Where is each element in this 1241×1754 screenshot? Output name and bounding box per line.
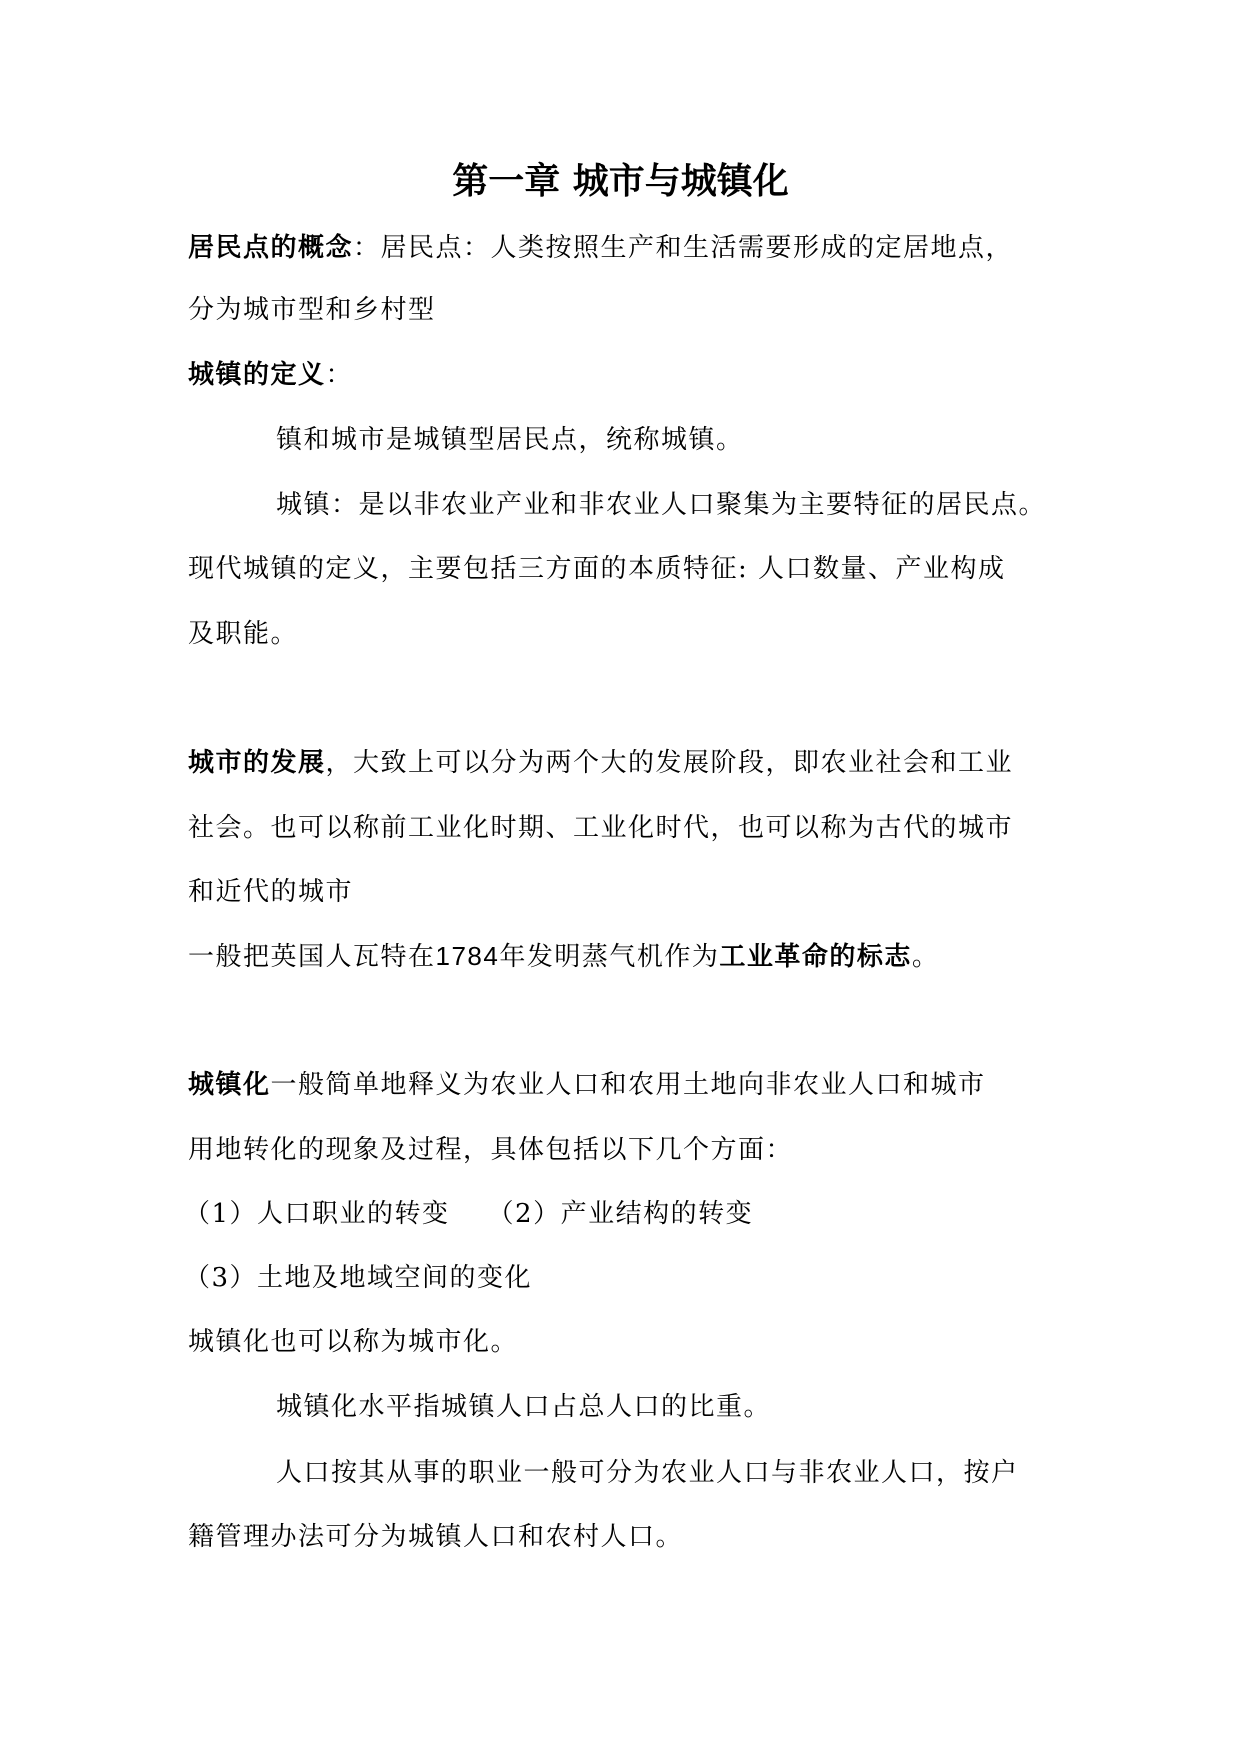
- industrial-revolution-mid: 年发明蒸气机作为: [499, 942, 720, 972]
- town-definition-p4: 及职能。: [188, 619, 299, 649]
- industrial-revolution-end: 。: [911, 942, 940, 972]
- town-definition-p2: 城镇：是以非农业产业和非农业人口聚集为主要特征的居民点。: [276, 490, 1047, 520]
- town-definition-p3: 现代城镇的定义，主要包括三方面的本质特征: 人口数量、产业构成: [188, 554, 1006, 584]
- urbanization-line-2: 用地转化的现象及过程，具体包括以下几个方面：: [188, 1135, 794, 1165]
- industrial-revolution-pre: 一般把英国人瓦特在: [188, 942, 436, 972]
- industrial-revolution-line: [188, 938, 939, 975]
- city-development-line-2: 社会。也可以称前工业化时期、工业化时代，也可以称为古代的城市: [188, 813, 1014, 843]
- urbanization-text: 一般简单地释义为农业人口和农用土地向非农业人口和城市: [270, 1070, 986, 1100]
- urbanization-alias: 城镇化也可以称为城市化。: [188, 1327, 519, 1357]
- urbanization-item-3: （3）土地及地域空间的变化: [184, 1263, 533, 1293]
- city-development-line-3: 和近代的城市: [188, 877, 354, 907]
- settlement-colon: ：: [353, 233, 381, 263]
- settlement-term: 居民点的概念: [188, 233, 354, 263]
- chapter-title: 第一章 城市与城镇化: [452, 161, 789, 202]
- settlement-text: 居民点：人类按照生产和生活需要形成的定居地点，: [380, 233, 1014, 263]
- town-definition-colon: ：: [325, 360, 354, 390]
- industrial-revolution-year: 1784: [435, 941, 500, 971]
- city-development-term: 城市的发展: [188, 748, 326, 778]
- city-development-text: ，大致上可以分为两个大的发展阶段，即农业社会和工业: [325, 748, 1014, 778]
- settlement-definition-line: [188, 230, 1013, 266]
- urbanization-item-2: （2）产业结构的转变: [487, 1199, 754, 1229]
- city-development-line-1: [188, 745, 1013, 781]
- urbanization-items-row: [184, 1196, 753, 1232]
- industrial-revolution-bold: 工业革命的标志: [719, 942, 912, 972]
- settlement-definition-line-2: 分为城市型和乡村型: [188, 295, 436, 325]
- urbanization-level: 城镇化水平指城镇人口占总人口的比重。: [276, 1392, 772, 1422]
- urbanization-item-1: （1）人口职业的转变: [184, 1199, 450, 1229]
- urbanization-term: 城镇化: [188, 1070, 271, 1100]
- urbanization-line-1: [188, 1067, 986, 1103]
- population-line-2: 籍管理办法可分为城镇人口和农村人口。: [188, 1522, 684, 1552]
- population-line-1: 人口按其从事的职业一般可分为农业人口与非农业人口，按户: [276, 1458, 1019, 1488]
- town-definition-term: 城镇的定义: [188, 360, 326, 390]
- town-definition-p1: 镇和城市是城镇型居民点，统称城镇。: [276, 425, 744, 455]
- town-definition-heading: [188, 357, 353, 393]
